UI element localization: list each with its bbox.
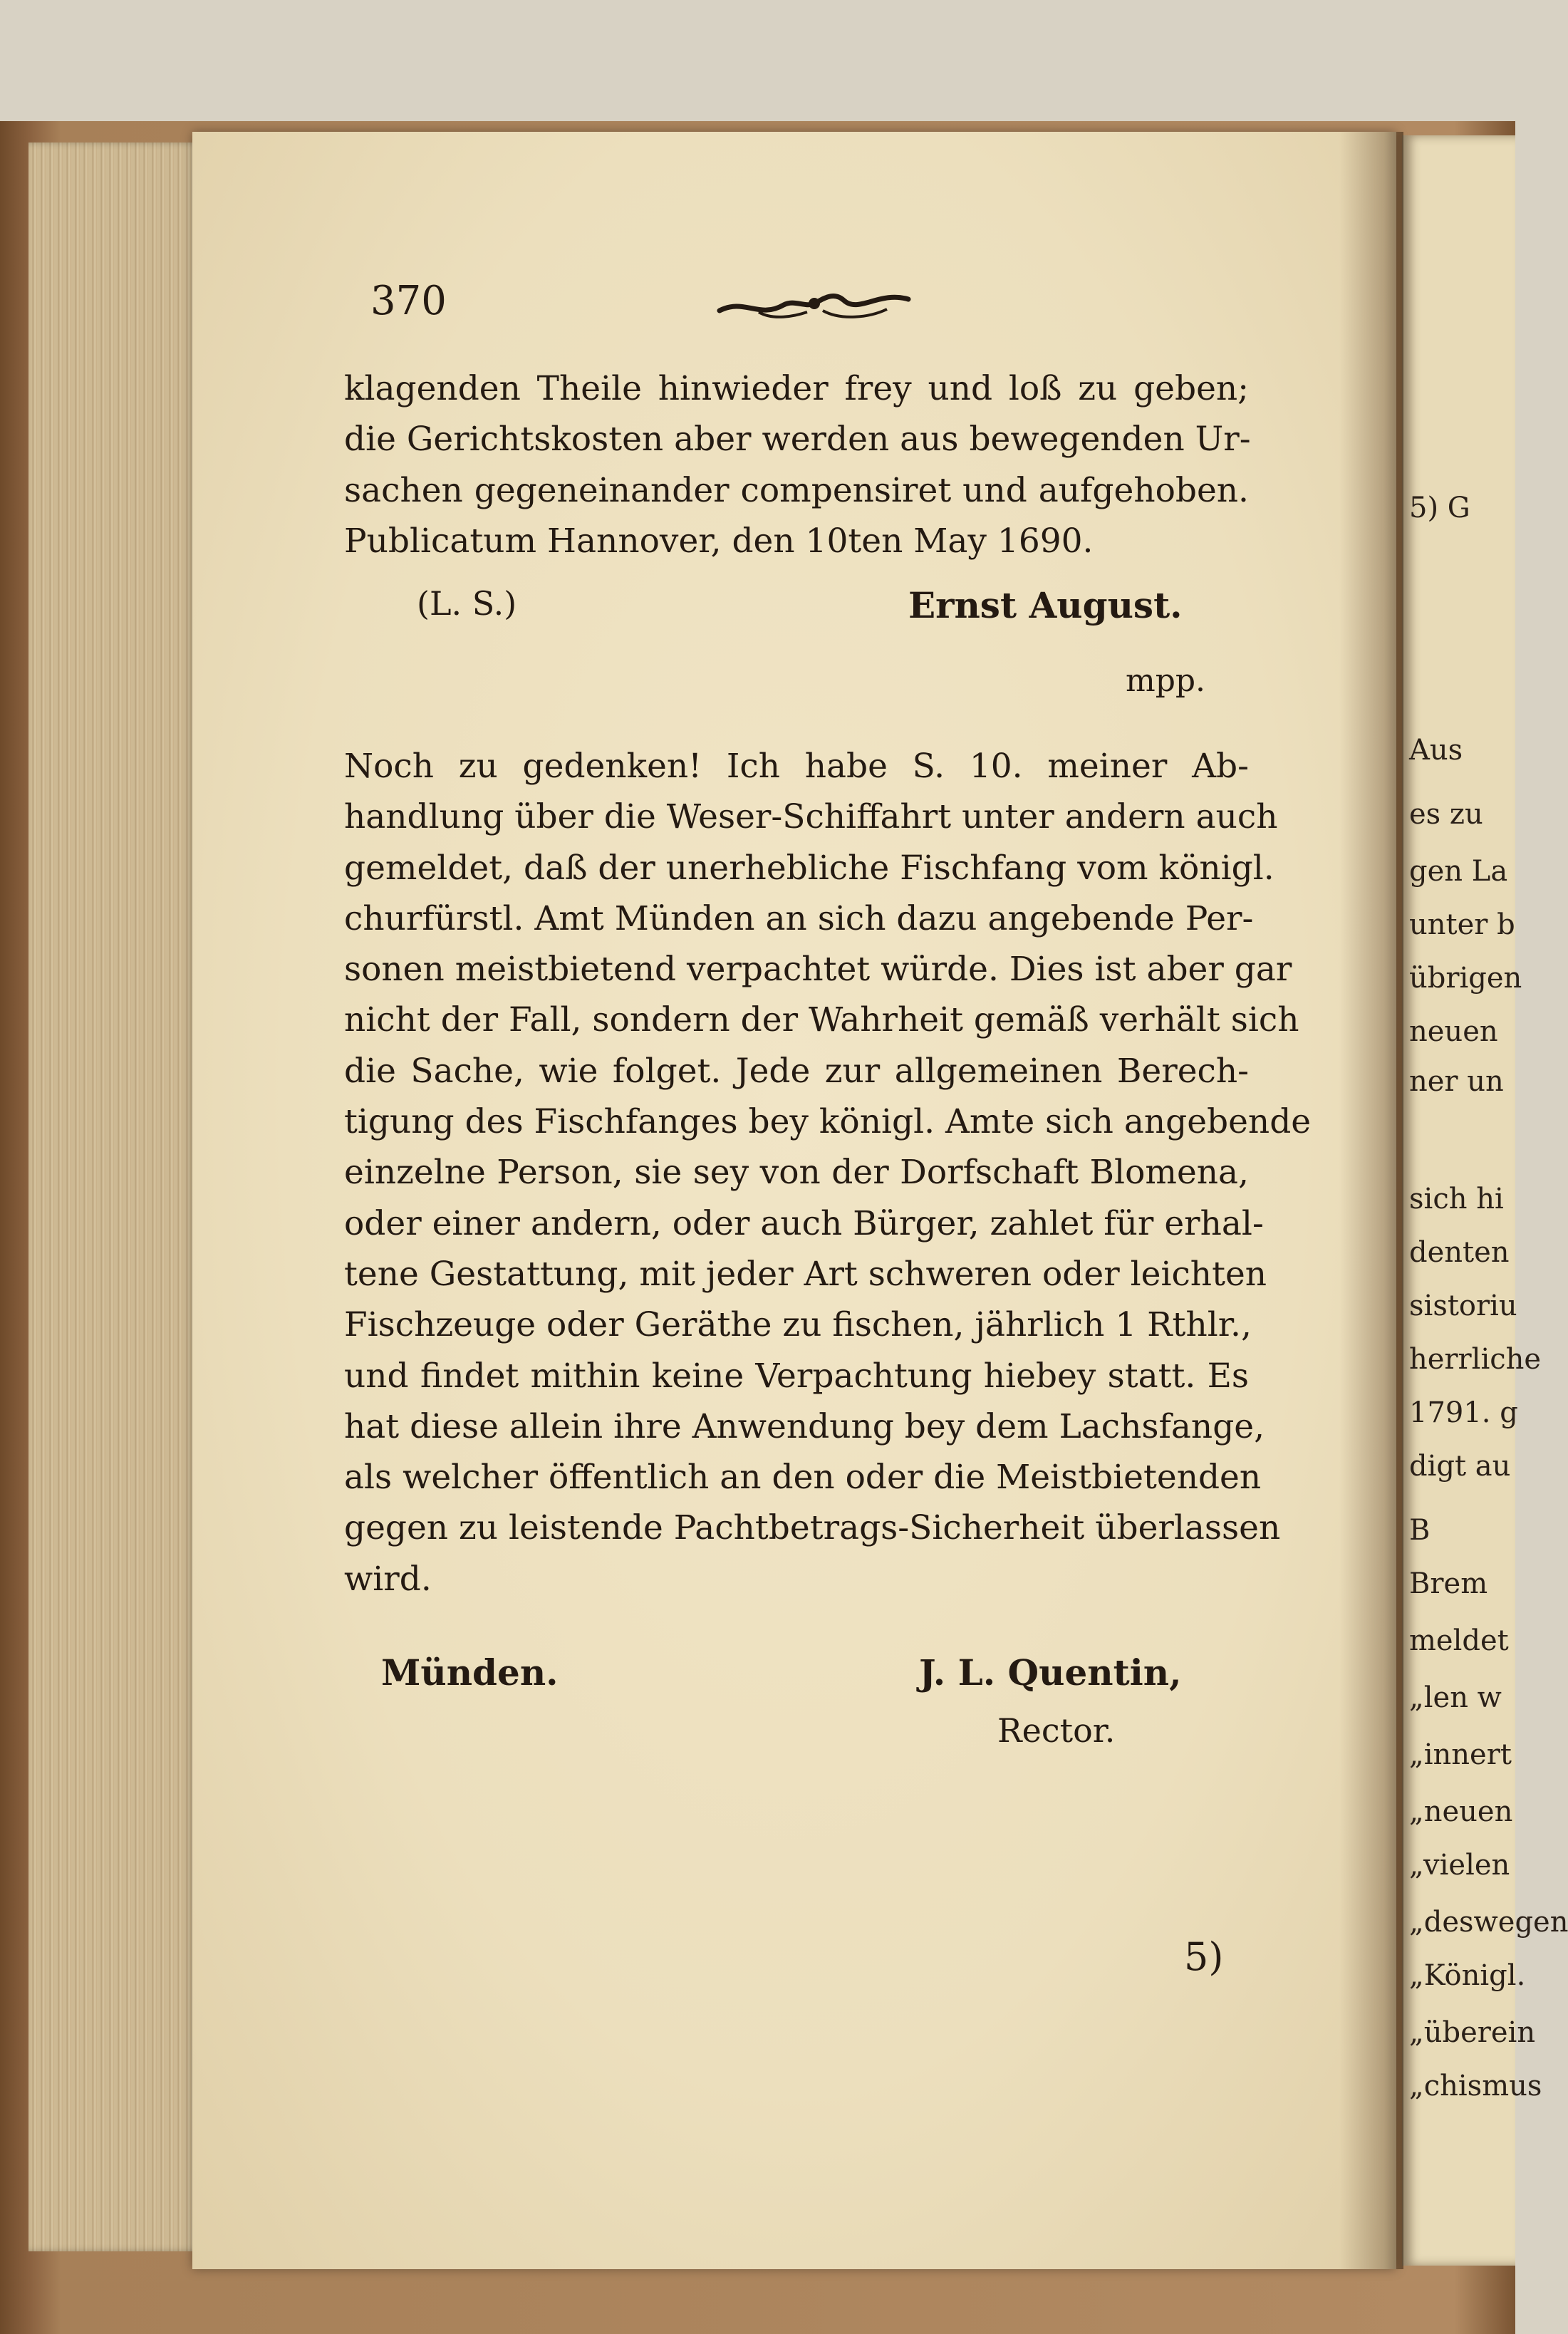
text-line: gemeldet, daß der unerhebliche Fischfang vom königl.	[344, 848, 1274, 888]
facing-page-fragment: 5) G	[1409, 492, 1470, 524]
text-line: tigung des Fischfanges bey königl. Amte sich angebende	[344, 1102, 1312, 1142]
facing-page-fragment: meldet	[1409, 1624, 1509, 1657]
facing-page-fragment: „deswegen	[1409, 1906, 1568, 1939]
facing-page-fragment: Brem	[1409, 1567, 1488, 1600]
facing-page-fragment: gen La	[1409, 855, 1508, 888]
facing-page-fragment: „Königl.	[1409, 1959, 1526, 1992]
text-line: wird.	[344, 1559, 432, 1599]
facing-page-fragment: neuen	[1409, 1015, 1498, 1048]
facing-page-fragment: übrigen	[1409, 962, 1522, 995]
text-line: die Sache, wie folget. Jede zur allgemeinen Berech-	[344, 1051, 1249, 1091]
facing-page	[1402, 135, 1568, 2266]
text-line: tene Gestattung, mit jeder Art schweren oder leichten	[344, 1254, 1267, 1294]
facing-page-fragment: „neuen	[1409, 1795, 1513, 1828]
facing-page-fragment: „len w	[1409, 1681, 1502, 1714]
facing-page-fragment: B	[1409, 1514, 1431, 1547]
paragraph-1	[344, 363, 1249, 566]
facing-page-fragment: „vielen	[1409, 1849, 1510, 1882]
page-edges	[28, 142, 207, 2251]
seal-mark: (L. S.)	[417, 584, 517, 623]
facing-page-fragment: herrliche	[1409, 1343, 1542, 1376]
place-name: Münden.	[381, 1651, 559, 1694]
text-line: sachen gegeneinander compensiret und aufgehoben.	[344, 470, 1249, 510]
author-name: J. L. Quentin,	[919, 1651, 1182, 1694]
facing-page-fragment: 1791. g	[1409, 1396, 1518, 1429]
facing-page-fragment: denten	[1409, 1236, 1510, 1269]
text-line: als welcher öffentlich an den oder die Meistbietenden	[344, 1458, 1262, 1498]
ornament-icon	[716, 284, 912, 326]
text-line: Publicatum Hannover, den 10ten May 1690.	[344, 521, 1094, 561]
text-line: sonen meistbietend verpachtet würde. Dies ist aber gar	[344, 950, 1292, 990]
text-line: gegen zu leistende Pachtbetrags-Sicherheit überlassen	[344, 1508, 1281, 1548]
page-gutter	[1339, 132, 1403, 2269]
text-line: handlung über die Weser-Schiffahrt unter andern auch	[344, 797, 1278, 837]
text-line: einzelne Person, sie sey von der Dorfschaft Blomena,	[344, 1153, 1249, 1193]
facing-page-fragment: unter b	[1409, 908, 1515, 941]
text-line: hat diese allein ihre Anwendung bey dem Lachsfange,	[344, 1406, 1265, 1446]
paragraph-2	[344, 741, 1312, 1604]
facing-page-fragment: Aus	[1409, 734, 1463, 767]
signatory-name: Ernst August.	[908, 584, 1183, 626]
facing-page-fragment: sistoriu	[1409, 1290, 1517, 1322]
text-line: Fischzeuge oder Geräthe zu fischen, jährlich 1 Rthlr.,	[344, 1305, 1252, 1345]
text-line: Noch zu gedenken! Ich habe S. 10. meiner Ab-	[344, 747, 1249, 786]
facing-page-fragment: „innert	[1409, 1738, 1512, 1771]
text-line: und findet mithin keine Verpachtung hiebey statt. Es	[344, 1356, 1249, 1396]
facing-page-fragment: sich hi	[1409, 1183, 1504, 1215]
author-title: Rector.	[997, 1711, 1116, 1750]
text-line: churfürstl. Amt Münden an sich dazu angebende Per-	[344, 898, 1254, 938]
facing-page-fragment: ner un	[1409, 1065, 1504, 1098]
text-line: oder einer andern, oder auch Bürger, zahlet für erhal-	[344, 1203, 1264, 1243]
signatory-note: mpp.	[1126, 663, 1206, 699]
text-line: klagenden Theile hinwieder frey und loß zu geben;	[344, 369, 1249, 408]
catchword: 5)	[1184, 1934, 1224, 1979]
facing-page-fragment: „chismus	[1409, 2070, 1542, 2102]
facing-page-fragment: es zu	[1409, 798, 1483, 831]
page-number: 370	[370, 278, 447, 324]
text-line: die Gerichtskosten aber werden aus bewegenden Ur-	[344, 420, 1251, 460]
facing-page-fragment: digt au	[1409, 1450, 1511, 1483]
facing-page-fragment: „überein	[1409, 2016, 1536, 2049]
text-line: nicht der Fall, sondern der Wahrheit gemäß verhält sich	[344, 1000, 1299, 1040]
